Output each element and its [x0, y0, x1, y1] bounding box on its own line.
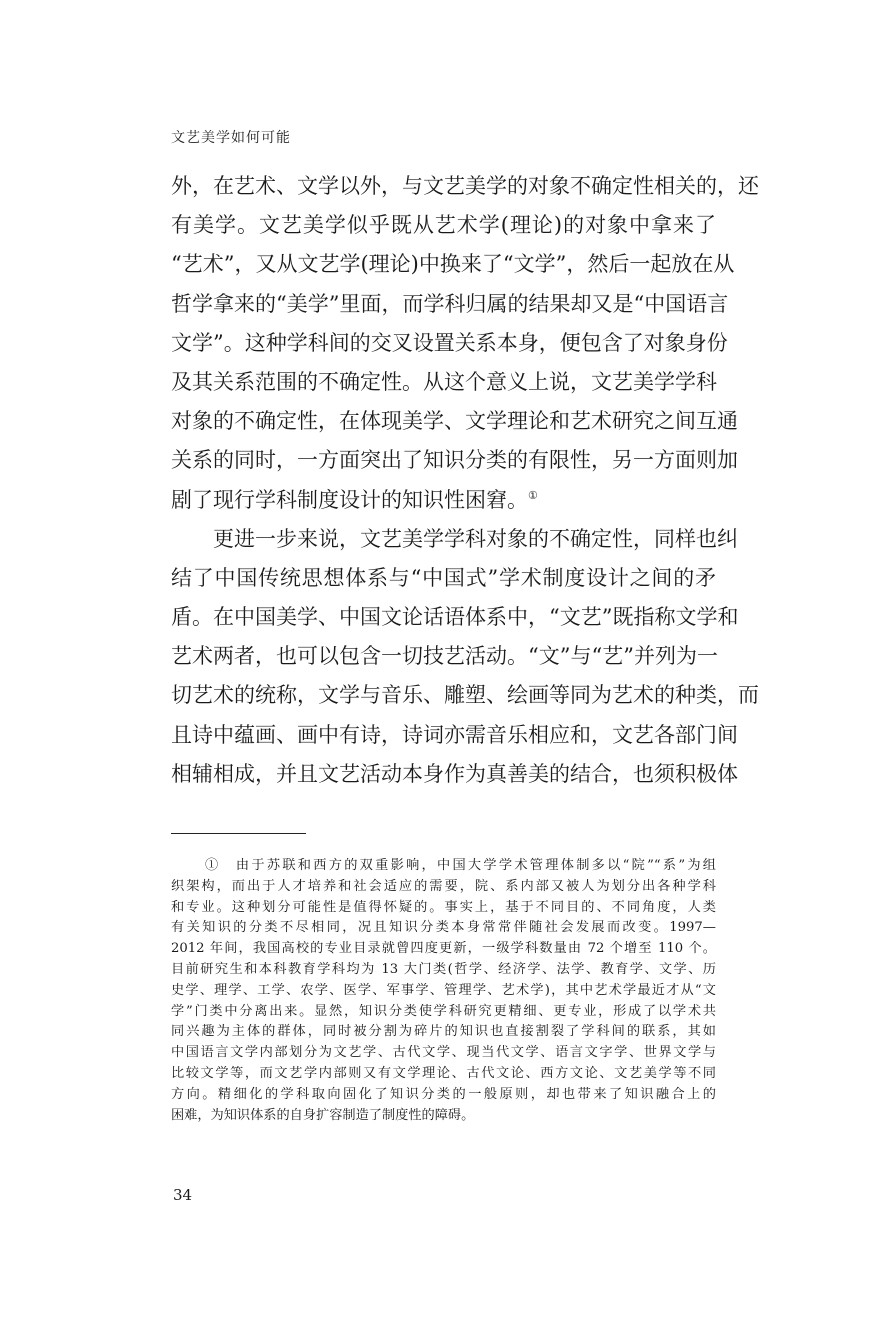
- footnote-line: 和专业。这种划分可能性是值得怀疑的。事实上，基于不同目的、不同角度，人类: [171, 899, 716, 915]
- text-line: 且诗中蕴画、画中有诗，诗词亦需音乐相应和，文艺各部门间: [171, 722, 738, 747]
- text-line: 更进一步来说，文艺美学学科对象的不确定性，同样也纠: [213, 526, 738, 551]
- text-line: 有美学。文艺美学似乎既从艺术学(理论)的对象中拿来了: [171, 213, 716, 238]
- footnote-reference[interactable]: ①: [528, 488, 538, 502]
- text-line: [171, 481, 716, 520]
- text-line: “艺术”，又从文艺学(理论)中换来了“文学”，然后一起放在从: [171, 252, 735, 277]
- text-line: 及其关系范围的不确定性。从这个意义上说，文艺美学学科: [171, 369, 717, 394]
- footnote-line: 有关知识的分类不尽相同，况且知识分类本身常常伴随社会发展而改变。1997—: [171, 920, 716, 936]
- text-line: 结了中国传统思想体系与“中国式”学术制度设计之间的矛: [171, 565, 716, 590]
- footnote-line: 织架构，而出于人才培养和社会适应的需要，院、系内部又被人为划分出各种学科: [171, 878, 716, 894]
- text-line-content: 剧了现行学科制度设计的知识性困窘。: [171, 487, 528, 512]
- footnote-line: 同兴趣为主体的群体，同时被分割为碎片的知识也直接割裂了学科间的联系，其如: [171, 1024, 716, 1040]
- footnote-line: 目前研究生和本科教育学科均为 13 大门类(哲学、经济学、法学、教育学、文学、历: [171, 961, 716, 977]
- text-line: 文学”。这种学科间的交叉设置关系本身，便包含了对象身份: [171, 330, 728, 355]
- footnote: [171, 856, 716, 1126]
- footnote-line: 比较文学等，而文艺学内部则又有文学理论、古代文论、西方文论、文艺美学等不同: [171, 1065, 716, 1081]
- text-line: 对象的不确定性，在体现美学、文学理论和艺术研究之间互通: [171, 409, 738, 434]
- footnote-line: 中国语言文学内部划分为文艺学、古代文学、现当代文学、语言文字学、世界文学与: [171, 1045, 716, 1061]
- text-line: 哲学拿来的“美学”里面，而学科归属的结果却又是“中国语言: [171, 291, 729, 316]
- text-line: 外，在艺术、文学以外，与文艺美学的对象不确定性相关的，还: [171, 174, 759, 198]
- text-line: 切艺术的统称，文学与音乐、雕塑、绘画等同为艺术的种类，而: [171, 683, 759, 708]
- footnote-line: 困难，为知识体系的自身扩容制造了制度性的障碍。: [171, 1107, 475, 1123]
- text-line: 盾。在中国美学、中国文论话语体系中，“文艺”既指称文学和: [171, 605, 739, 630]
- text-line: 相辅相成，并且文艺活动本身作为真善美的结合，也须积极体: [171, 761, 738, 786]
- running-head: 文艺美学如何可能: [171, 130, 291, 146]
- footnote-line: 史学、理学、工学、农学、医学、军事学、管理学、艺术学)，其中艺术学最近才从“文: [171, 982, 716, 998]
- text-line: 关系的同时，一方面突出了知识分类的有限性，另一方面则加: [171, 448, 738, 473]
- main-text: [171, 167, 759, 794]
- footnote-line: 学”门类中分离出来。显然，知识分类使学科研究更精细、更专业，形成了以学术共: [171, 1003, 716, 1019]
- footnote-separator: [171, 833, 306, 834]
- footnote-line: 方向。精细化的学科取向固化了知识分类的一般原则，却也带来了知识融合上的: [171, 1086, 716, 1102]
- page-number: 34: [173, 1186, 193, 1204]
- text-line: 艺术两者，也可以包含一切技艺活动。“文”与“艺”并列为一: [171, 644, 718, 669]
- footnote-line: 2012 年间，我国高校的专业目录就曾四度更新，一级学科数量由 72 个增至 110 个。: [171, 941, 716, 957]
- footnote-line: ① 由于苏联和西方的双重影响，中国大学学术管理体制多以“院”“系”为组: [205, 858, 716, 873]
